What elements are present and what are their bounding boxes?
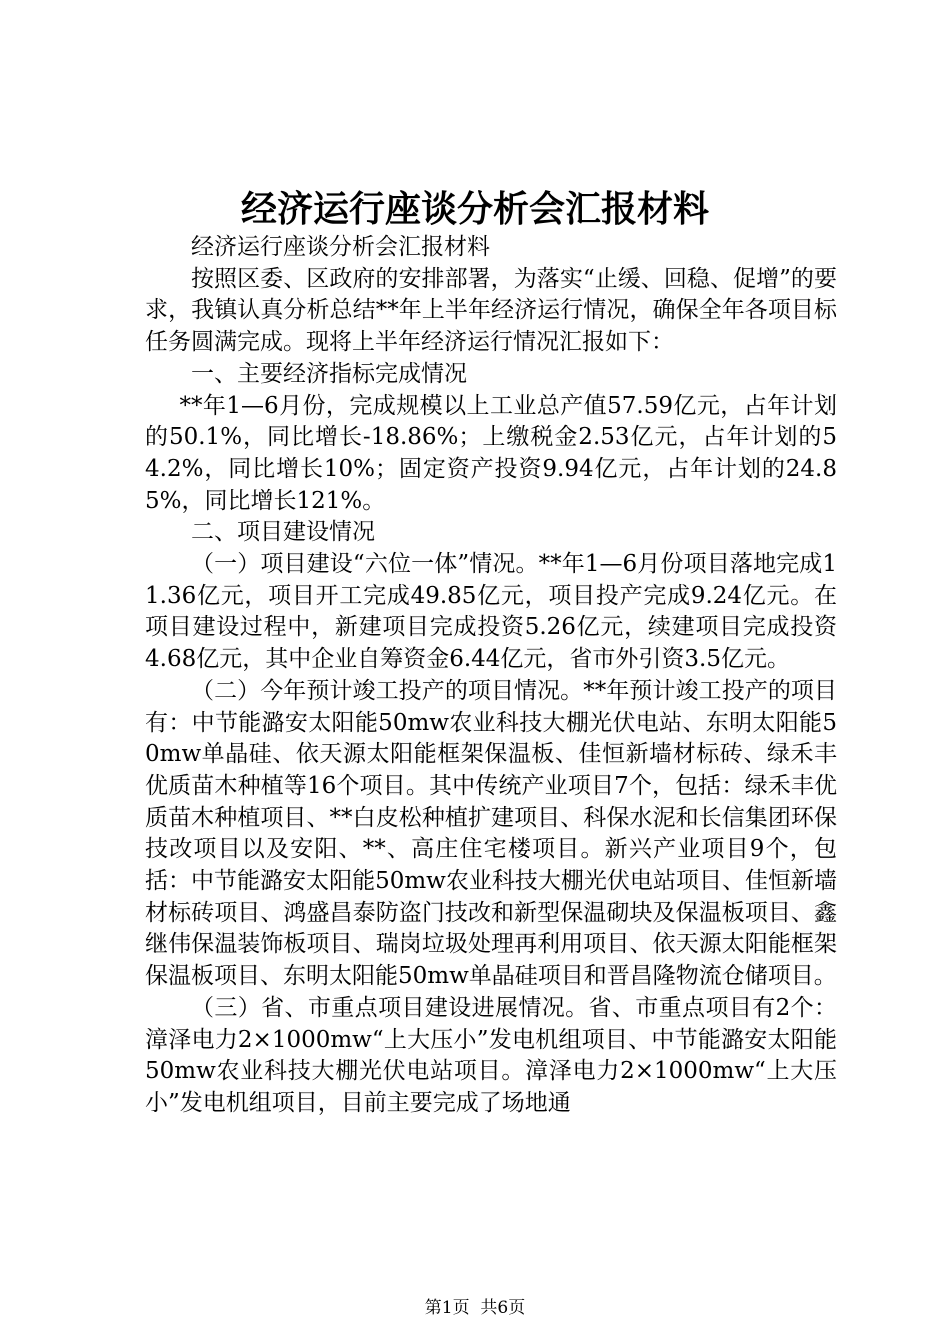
project-six-in-one-paragraph: （一）项目建设“六位一体”情况。**年1—6月份项目落地完成11.36亿元，项目开工完成49.85亿元，项目投产完成9.24亿元。在项目建设过程中，新建项目完成投资5.26亿元，续建项目完成投资4.68亿元，其中企业自筹资金6.44亿元，省市外引资3.5亿元。	[145, 551, 837, 673]
page-footer	[0, 1296, 950, 1320]
projects-completion-paragraph: （二）今年预计竣工投产的项目情况。**年预计竣工投产的项目有：中节能潞安太阳能50mw农业科技大棚光伏电站、东明太阳能50mw单晶硅、依天源太阳能框架保温板、佳恒新墙材标砖、绿禾丰优质苗木种植等16个项目。其中传统产业项目7个，包括：绿禾丰优质苗木种植项目、**白皮松种植扩建项目、科保水泥和长信集团环保技改项目以及安阳、**、高庄住宅楼项目。新兴产业项目9个，包括：中节能潞安太阳能50mw农业科技大棚光伏电站项目、佳恒新墙材标砖项目、鸿盛昌泰防盗门技改和新型保温砌块及保温板项目、鑫继伟保温装饰板项目、瑞岗垃圾处理再利用项目、依天源太阳能框架保温板项目、东明太阳能50mw单晶硅项目和晋昌隆物流仓储项目。	[145, 677, 837, 990]
indicators-paragraph: **年1—6月份，完成规模以上工业总产值57.59亿元，占年计划的50.1%，同比增长-18.86%；上缴税金2.53亿元，占年计划的54.2%，同比增长10%；固定资产投资9.94亿元，占年计划的24.85%，同比增长121%。	[145, 392, 837, 514]
section-heading-1: 一、主要经济指标完成情况	[191, 360, 467, 387]
section-heading-2: 二、项目建设情况	[191, 519, 375, 546]
intro-paragraph: 按照区委、区政府的安排部署，为落实“止缓、回稳、促增”的要求，我镇认真分析总结**年上半年经济运行情况，确保全年各项目标任务圆满完成。现将上半年经济运行情况汇报如下：	[145, 265, 837, 356]
subtitle-paragraph: 经济运行座谈分析会汇报材料	[191, 234, 490, 260]
key-projects-paragraph: （三）省、市重点项目建设进展情况。省、市重点项目有2个：漳泽电力2×1000mw“上大压小”发电机组项目、中节能潞安太阳能50mw农业科技大棚光伏电站项目。漳泽电力2×1000mw“上大压小”发电机组项目，目前主要完成了场地通	[145, 994, 837, 1116]
page-total: 共6页	[480, 1298, 526, 1318]
page-number: 第1页	[424, 1298, 470, 1318]
document-title: 经济运行座谈分析会汇报材料	[240, 188, 709, 230]
document-body	[145, 232, 837, 1120]
